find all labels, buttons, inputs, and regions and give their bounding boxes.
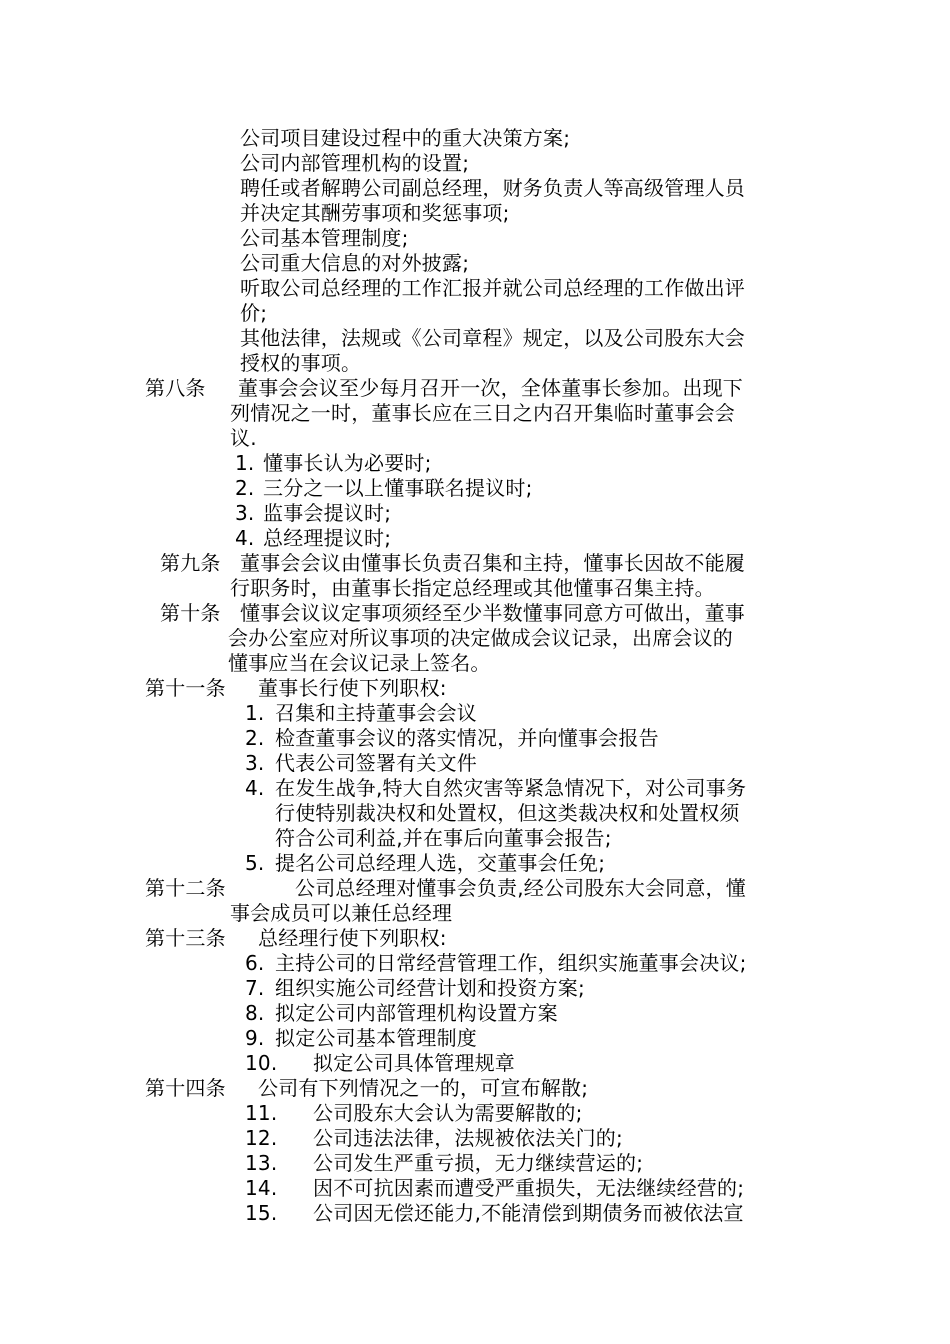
- art13-item-num-8: 8.: [245, 1001, 265, 1025]
- top-item-7: 其他法律，法规或《公司章程》规定，以及公司股东大会: [240, 326, 745, 350]
- art8-item-3: 监事会提议时;: [263, 501, 392, 525]
- art14-line-1: 公司有下列情况之一的，可宣布解散;: [258, 1076, 589, 1100]
- top-item-4: 公司基本管理制度;: [240, 226, 409, 250]
- art11-item-4-cont-1: 行使特别裁决权和处置权，但这类裁决权和处置权须: [275, 801, 740, 825]
- art13-line-1: 总经理行使下列职权:: [258, 926, 447, 950]
- art14-item-num-12: 12.: [245, 1126, 278, 1150]
- art11-item-num-2: 2.: [245, 726, 265, 750]
- art8-item-num-1: 1.: [235, 451, 255, 475]
- art11-item-4: 在发生战争,特大自然灾害等紧急情况下，对公司事务: [275, 776, 747, 800]
- art11-item-num-4: 4.: [245, 776, 265, 800]
- art11-item-4-cont-2: 符合公司利益,并在事后向董事会报告;: [275, 826, 612, 850]
- art13-item-6: 主持公司的日常经营管理工作，组织实施董事会决议;: [275, 951, 747, 975]
- art8-item-4: 总经理提议时;: [263, 526, 392, 550]
- art11-item-num-1: 1.: [245, 701, 265, 725]
- art13-item-10: 拟定公司具体管理规章: [313, 1051, 515, 1075]
- art11-line-1: 董事长行使下列职权:: [258, 676, 447, 700]
- art13-item-num-10: 10.: [245, 1051, 278, 1075]
- art9-line-2: 行职务时，由董事长指定总经理或其他懂事召集主持。: [230, 576, 715, 600]
- art8-line-2: 列情况之一时，董事长应在三日之内召开集临时董事会会: [230, 401, 735, 425]
- art11-item-3: 代表公司签署有关文件: [275, 751, 477, 775]
- art8-item-1: 懂事长认为必要时;: [263, 451, 432, 475]
- art14-item-12: 公司违法法律，法规被依法关门的;: [313, 1126, 623, 1150]
- art8-item-num-2: 2.: [235, 476, 255, 500]
- art12-label: 第十二条: [145, 876, 226, 900]
- art14-item-num-13: 13.: [245, 1151, 278, 1175]
- top-item-7-cont: 授权的事项。: [240, 351, 362, 375]
- art14-label: 第十四条: [145, 1076, 226, 1100]
- art13-item-num-9: 9.: [245, 1026, 265, 1050]
- art11-item-5: 提名公司总经理人选，交董事会任免;: [275, 851, 606, 875]
- art9-label: 第九条: [160, 551, 221, 575]
- art13-item-8: 拟定公司内部管理机构设置方案: [275, 1001, 558, 1025]
- art11-item-1: 召集和主持董事会会议: [275, 701, 477, 725]
- top-item-6: 听取公司总经理的工作汇报并就公司总经理的工作做出评: [240, 276, 745, 300]
- art10-line-3: 懂事应当在会议记录上签名。: [228, 651, 491, 675]
- art13-item-num-7: 7.: [245, 976, 265, 1000]
- top-item-6-cont: 价;: [240, 301, 268, 325]
- art8-label: 第八条: [145, 376, 206, 400]
- art8-item-2: 三分之一以上懂事联名提议时;: [263, 476, 533, 500]
- art14-item-num-15: 15.: [245, 1201, 278, 1225]
- top-item-5: 公司重大信息的对外披露;: [240, 251, 470, 275]
- art13-item-num-6: 6.: [245, 951, 265, 975]
- art10-line-2: 会办公室应对所议事项的决定做成会议记录，出席会议的: [228, 626, 733, 650]
- top-item-3-cont: 并决定其酬劳事项和奖惩事项;: [240, 201, 510, 225]
- top-item-2: 公司内部管理机构的设置;: [240, 151, 470, 175]
- art11-item-num-3: 3.: [245, 751, 265, 775]
- art14-item-14: 因不可抗因素而遭受严重损失，无法继续经营的;: [313, 1176, 745, 1200]
- art9-line-1: 董事会会议由懂事长负责召集和主持，懂事长因故不能履: [240, 551, 745, 575]
- top-item-1: 公司项目建设过程中的重大决策方案;: [240, 126, 571, 150]
- art11-item-num-5: 5.: [245, 851, 265, 875]
- art14-item-15: 公司因无偿还能力,不能清偿到期债务而被依法宣: [313, 1201, 744, 1225]
- art8-line-1: 董事会会议至少每月召开一次，全体董事长参加。出现下: [238, 376, 743, 400]
- art8-item-num-3: 3.: [235, 501, 255, 525]
- art14-item-num-11: 11.: [245, 1101, 278, 1125]
- art11-label: 第十一条: [145, 676, 226, 700]
- art14-item-num-14: 14.: [245, 1176, 278, 1200]
- art11-item-2: 检查董事会议的落实情况，并向懂事会报告: [275, 726, 659, 750]
- top-item-3: 聘任或者解聘公司副总经理，财务负责人等高级管理人员: [240, 176, 745, 200]
- art8-line-3: 议.: [230, 426, 257, 450]
- art12-line-1: 公司总经理对懂事会负责,经公司股东大会同意，懂: [295, 876, 746, 900]
- art14-item-13: 公司发生严重亏损，无力继续营运的;: [313, 1151, 644, 1175]
- art10-label: 第十条: [160, 601, 221, 625]
- art10-line-1: 懂事会议议定事项须经至少半数懂事同意方可做出，董事: [240, 601, 745, 625]
- art12-line-2: 事会成员可以兼任总经理: [230, 901, 453, 925]
- art13-item-7: 组织实施公司经营计划和投资方案;: [275, 976, 585, 1000]
- art14-item-11: 公司股东大会认为需要解散的;: [313, 1101, 583, 1125]
- art13-item-9: 拟定公司基本管理制度: [275, 1026, 477, 1050]
- art8-item-num-4: 4.: [235, 526, 255, 550]
- art13-label: 第十三条: [145, 926, 226, 950]
